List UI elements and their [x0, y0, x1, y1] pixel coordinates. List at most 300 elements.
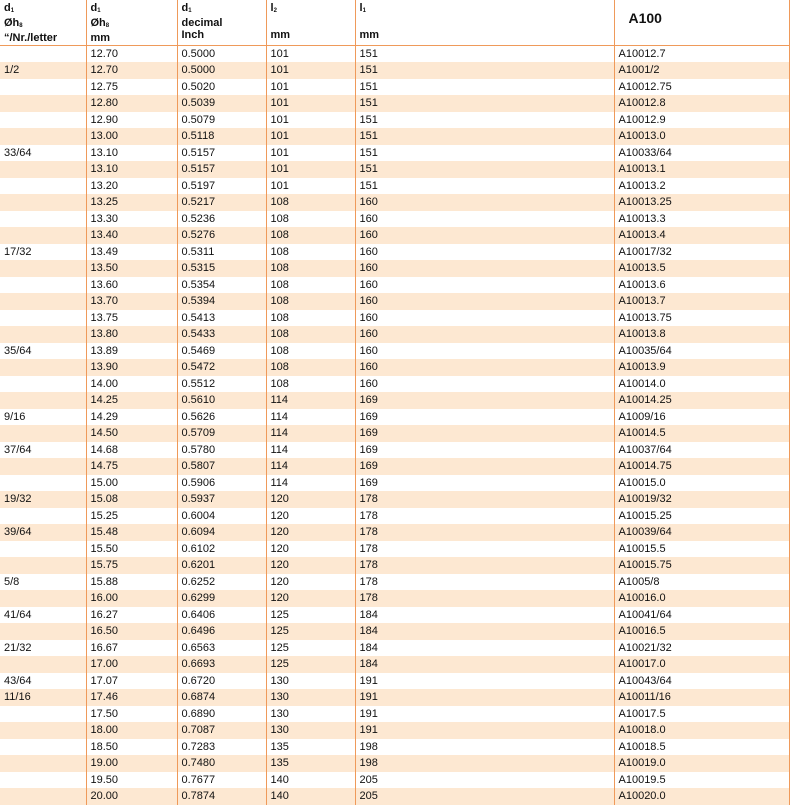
cell-d1-inch: 0.5000 [177, 45, 266, 62]
cell-d1-mm: 17.07 [86, 673, 177, 690]
table-row [0, 590, 790, 607]
cell-d1-mm: 20.00 [86, 788, 177, 805]
cell-fraction: 11/16 [0, 689, 86, 706]
cell-product-code: A10018.5 [614, 739, 790, 756]
cell-d1-inch: 0.7087 [177, 722, 266, 739]
cell-d1-inch: 0.7480 [177, 755, 266, 772]
cell-product-code: A1001/2 [614, 62, 790, 79]
cell-l2: 101 [266, 161, 355, 178]
cell-d1-inch: 0.5039 [177, 95, 266, 112]
cell-l1: 151 [355, 62, 614, 79]
cell-l2: 140 [266, 772, 355, 789]
cell-d1-mm: 19.50 [86, 772, 177, 789]
cell-l1: 169 [355, 425, 614, 442]
cell-l1: 169 [355, 409, 614, 426]
table-row [0, 755, 790, 772]
cell-fraction [0, 458, 86, 475]
cell-fraction: 9/16 [0, 409, 86, 426]
cell-d1-inch: 0.5276 [177, 227, 266, 244]
table-row [0, 277, 790, 294]
cell-l2: 114 [266, 475, 355, 492]
cell-d1-mm: 14.68 [86, 442, 177, 459]
cell-l2: 135 [266, 755, 355, 772]
cell-l2: 120 [266, 574, 355, 591]
table-row [0, 95, 790, 112]
table-row [0, 425, 790, 442]
table-row [0, 623, 790, 640]
cell-d1-inch: 0.5197 [177, 178, 266, 195]
cell-d1-mm: 15.48 [86, 524, 177, 541]
cell-fraction [0, 376, 86, 393]
table-row [0, 128, 790, 145]
cell-product-code: A10021/32 [614, 640, 790, 657]
cell-l1: 178 [355, 491, 614, 508]
cell-l1: 184 [355, 656, 614, 673]
cell-d1-mm: 13.49 [86, 244, 177, 261]
cell-d1-inch: 0.5157 [177, 145, 266, 162]
cell-d1-inch: 0.5937 [177, 491, 266, 508]
cell-l2: 125 [266, 623, 355, 640]
table-body [0, 45, 790, 805]
cell-l1: 198 [355, 739, 614, 756]
table-row [0, 656, 790, 673]
cell-d1-inch: 0.5236 [177, 211, 266, 228]
cell-l2: 114 [266, 392, 355, 409]
cell-l2: 108 [266, 260, 355, 277]
cell-d1-inch: 0.6563 [177, 640, 266, 657]
table-row [0, 178, 790, 195]
cell-fraction [0, 293, 86, 310]
cell-l2: 108 [266, 244, 355, 261]
header-product-code: A100 [614, 0, 790, 45]
cell-l2: 114 [266, 458, 355, 475]
cell-d1-inch: 0.5906 [177, 475, 266, 492]
cell-l2: 120 [266, 508, 355, 525]
cell-fraction: 39/64 [0, 524, 86, 541]
cell-fraction [0, 706, 86, 723]
cell-fraction [0, 277, 86, 294]
cell-l2: 101 [266, 145, 355, 162]
cell-l1: 160 [355, 376, 614, 393]
cell-d1-inch: 0.6890 [177, 706, 266, 723]
cell-d1-inch: 0.5709 [177, 425, 266, 442]
cell-l1: 160 [355, 227, 614, 244]
cell-d1-inch: 0.5354 [177, 277, 266, 294]
table-row [0, 310, 790, 327]
table-row [0, 392, 790, 409]
cell-d1-mm: 17.46 [86, 689, 177, 706]
cell-fraction: 43/64 [0, 673, 86, 690]
cell-fraction [0, 112, 86, 129]
cell-d1-mm: 13.90 [86, 359, 177, 376]
cell-d1-mm: 15.88 [86, 574, 177, 591]
cell-d1-inch: 0.5469 [177, 343, 266, 360]
cell-fraction [0, 260, 86, 277]
cell-d1-mm: 16.00 [86, 590, 177, 607]
cell-d1-inch: 0.5311 [177, 244, 266, 261]
cell-product-code: A10043/64 [614, 673, 790, 690]
table-row [0, 244, 790, 261]
cell-product-code: A10015.75 [614, 557, 790, 574]
cell-l1: 151 [355, 79, 614, 96]
cell-d1-mm: 16.50 [86, 623, 177, 640]
cell-product-code: A10015.5 [614, 541, 790, 558]
cell-d1-inch: 0.5433 [177, 326, 266, 343]
cell-d1-mm: 12.80 [86, 95, 177, 112]
cell-product-code: A10012.75 [614, 79, 790, 96]
cell-product-code: A10012.9 [614, 112, 790, 129]
cell-product-code: A10017.0 [614, 656, 790, 673]
cell-d1-mm: 18.00 [86, 722, 177, 739]
table-row [0, 442, 790, 459]
cell-l2: 108 [266, 194, 355, 211]
cell-d1-mm: 13.60 [86, 277, 177, 294]
table-row [0, 689, 790, 706]
cell-l2: 108 [266, 310, 355, 327]
cell-l2: 120 [266, 491, 355, 508]
table-row [0, 673, 790, 690]
cell-l1: 169 [355, 458, 614, 475]
cell-l2: 101 [266, 128, 355, 145]
cell-l1: 178 [355, 590, 614, 607]
cell-l2: 108 [266, 211, 355, 228]
cell-l1: 169 [355, 392, 614, 409]
table-row [0, 79, 790, 96]
cell-l2: 108 [266, 277, 355, 294]
cell-d1-inch: 0.6406 [177, 607, 266, 624]
table-row [0, 194, 790, 211]
cell-d1-mm: 13.10 [86, 161, 177, 178]
cell-product-code: A10013.9 [614, 359, 790, 376]
table-header-row [0, 0, 790, 45]
cell-d1-mm: 13.50 [86, 260, 177, 277]
cell-d1-mm: 13.10 [86, 145, 177, 162]
cell-fraction [0, 79, 86, 96]
cell-fraction [0, 211, 86, 228]
cell-d1-inch: 0.5217 [177, 194, 266, 211]
cell-l1: 151 [355, 45, 614, 62]
cell-fraction: 33/64 [0, 145, 86, 162]
cell-d1-mm: 13.00 [86, 128, 177, 145]
cell-l2: 130 [266, 706, 355, 723]
table-row [0, 227, 790, 244]
cell-d1-mm: 13.40 [86, 227, 177, 244]
cell-fraction [0, 656, 86, 673]
header-l1-mm: $l_1$ mm [355, 0, 614, 45]
cell-fraction [0, 722, 86, 739]
cell-d1-mm: 13.30 [86, 211, 177, 228]
cell-l2: 125 [266, 607, 355, 624]
cell-l1: 184 [355, 607, 614, 624]
cell-l2: 101 [266, 178, 355, 195]
cell-l1: 178 [355, 557, 614, 574]
header-l2-mm: $l_2$ mm [266, 0, 355, 45]
table-row [0, 772, 790, 789]
cell-l1: 191 [355, 706, 614, 723]
cell-product-code: A10013.2 [614, 178, 790, 195]
cell-d1-mm: 15.75 [86, 557, 177, 574]
cell-l1: 178 [355, 508, 614, 525]
cell-product-code: A10013.75 [614, 310, 790, 327]
cell-d1-mm: 19.00 [86, 755, 177, 772]
cell-l1: 191 [355, 673, 614, 690]
table-row [0, 706, 790, 723]
cell-l1: 160 [355, 260, 614, 277]
table-row [0, 557, 790, 574]
cell-l1: 184 [355, 623, 614, 640]
cell-fraction [0, 161, 86, 178]
cell-d1-mm: 16.27 [86, 607, 177, 624]
table-row [0, 112, 790, 129]
cell-d1-inch: 0.5394 [177, 293, 266, 310]
cell-fraction [0, 623, 86, 640]
cell-l1: 160 [355, 277, 614, 294]
cell-l1: 160 [355, 293, 614, 310]
cell-d1-mm: 14.50 [86, 425, 177, 442]
cell-product-code: A10018.0 [614, 722, 790, 739]
cell-d1-mm: 12.70 [86, 62, 177, 79]
cell-product-code: A10014.0 [614, 376, 790, 393]
cell-d1-inch: 0.6299 [177, 590, 266, 607]
cell-d1-inch: 0.5626 [177, 409, 266, 426]
cell-l2: 101 [266, 95, 355, 112]
cell-fraction: 35/64 [0, 343, 86, 360]
cell-d1-inch: 0.6094 [177, 524, 266, 541]
table-row [0, 45, 790, 62]
table-row [0, 491, 790, 508]
cell-product-code: A10012.7 [614, 45, 790, 62]
cell-d1-inch: 0.6252 [177, 574, 266, 591]
cell-l2: 130 [266, 689, 355, 706]
cell-product-code: A10033/64 [614, 145, 790, 162]
cell-d1-inch: 0.5512 [177, 376, 266, 393]
cell-fraction: 41/64 [0, 607, 86, 624]
cell-product-code: A10012.8 [614, 95, 790, 112]
cell-product-code: A1009/16 [614, 409, 790, 426]
cell-l2: 108 [266, 227, 355, 244]
cell-product-code: A10035/64 [614, 343, 790, 360]
cell-l1: 178 [355, 574, 614, 591]
cell-l1: 160 [355, 326, 614, 343]
cell-product-code: A10013.8 [614, 326, 790, 343]
cell-fraction [0, 557, 86, 574]
cell-product-code: A10019.0 [614, 755, 790, 772]
cell-d1-inch: 0.6201 [177, 557, 266, 574]
cell-d1-mm: 14.00 [86, 376, 177, 393]
table-row [0, 376, 790, 393]
cell-d1-mm: 13.80 [86, 326, 177, 343]
cell-product-code: A10014.5 [614, 425, 790, 442]
cell-l2: 120 [266, 524, 355, 541]
cell-l2: 101 [266, 62, 355, 79]
cell-d1-inch: 0.5000 [177, 62, 266, 79]
cell-d1-mm: 14.25 [86, 392, 177, 409]
table-row [0, 409, 790, 426]
cell-l1: 151 [355, 178, 614, 195]
cell-l1: 205 [355, 772, 614, 789]
cell-d1-mm: 17.50 [86, 706, 177, 723]
cell-d1-inch: 0.7677 [177, 772, 266, 789]
cell-d1-inch: 0.6720 [177, 673, 266, 690]
table-row [0, 145, 790, 162]
cell-fraction: 5/8 [0, 574, 86, 591]
cell-d1-inch: 0.5157 [177, 161, 266, 178]
cell-product-code: A10015.0 [614, 475, 790, 492]
cell-l1: 160 [355, 359, 614, 376]
cell-d1-mm: 12.75 [86, 79, 177, 96]
cell-l2: 125 [266, 640, 355, 657]
cell-l1: 198 [355, 755, 614, 772]
cell-l2: 135 [266, 739, 355, 756]
cell-l1: 151 [355, 161, 614, 178]
header-d1-decimal-inch: $d_1$ decimal Inch [177, 0, 266, 45]
cell-product-code: A10017.5 [614, 706, 790, 723]
cell-l2: 114 [266, 425, 355, 442]
cell-product-code: A10017/32 [614, 244, 790, 261]
table-row [0, 722, 790, 739]
cell-l2: 125 [266, 656, 355, 673]
cell-product-code: A10013.6 [614, 277, 790, 294]
cell-d1-inch: 0.5079 [177, 112, 266, 129]
cell-product-code: A10016.0 [614, 590, 790, 607]
cell-l2: 120 [266, 557, 355, 574]
cell-d1-inch: 0.5020 [177, 79, 266, 96]
cell-l1: 160 [355, 343, 614, 360]
cell-d1-mm: 17.00 [86, 656, 177, 673]
cell-d1-mm: 13.20 [86, 178, 177, 195]
cell-d1-mm: 13.89 [86, 343, 177, 360]
cell-product-code: A10011/16 [614, 689, 790, 706]
cell-fraction [0, 227, 86, 244]
cell-fraction [0, 739, 86, 756]
table-row [0, 541, 790, 558]
cell-product-code: A10013.4 [614, 227, 790, 244]
cell-fraction: 21/32 [0, 640, 86, 657]
cell-fraction [0, 788, 86, 805]
table-row [0, 62, 790, 79]
cell-fraction: 1/2 [0, 62, 86, 79]
cell-d1-mm: 16.67 [86, 640, 177, 657]
cell-fraction [0, 475, 86, 492]
cell-product-code: A10016.5 [614, 623, 790, 640]
cell-fraction [0, 178, 86, 195]
cell-product-code: A10037/64 [614, 442, 790, 459]
cell-l2: 101 [266, 45, 355, 62]
table-row [0, 524, 790, 541]
table-row [0, 788, 790, 805]
cell-fraction [0, 425, 86, 442]
cell-l1: 160 [355, 244, 614, 261]
cell-fraction [0, 541, 86, 558]
cell-l2: 130 [266, 673, 355, 690]
cell-l2: 114 [266, 442, 355, 459]
cell-d1-inch: 0.7874 [177, 788, 266, 805]
cell-product-code: A10013.1 [614, 161, 790, 178]
cell-product-code: A10019/32 [614, 491, 790, 508]
cell-fraction: 17/32 [0, 244, 86, 261]
cell-fraction: 19/32 [0, 491, 86, 508]
cell-product-code: A10013.5 [614, 260, 790, 277]
cell-l2: 114 [266, 409, 355, 426]
cell-fraction [0, 508, 86, 525]
table-row [0, 475, 790, 492]
cell-d1-inch: 0.5780 [177, 442, 266, 459]
cell-d1-mm: 13.75 [86, 310, 177, 327]
cell-d1-inch: 0.6102 [177, 541, 266, 558]
cell-l1: 151 [355, 95, 614, 112]
cell-l1: 184 [355, 640, 614, 657]
cell-l1: 160 [355, 211, 614, 228]
table-row [0, 343, 790, 360]
cell-d1-inch: 0.6874 [177, 689, 266, 706]
cell-l2: 140 [266, 788, 355, 805]
cell-l2: 108 [266, 376, 355, 393]
cell-l1: 151 [355, 128, 614, 145]
cell-d1-inch: 0.5315 [177, 260, 266, 277]
cell-d1-mm: 14.29 [86, 409, 177, 426]
cell-d1-mm: 15.08 [86, 491, 177, 508]
cell-l1: 160 [355, 310, 614, 327]
cell-product-code: A1005/8 [614, 574, 790, 591]
cell-d1-inch: 0.6496 [177, 623, 266, 640]
cell-d1-inch: 0.5118 [177, 128, 266, 145]
cell-d1-mm: 15.00 [86, 475, 177, 492]
cell-d1-inch: 0.5472 [177, 359, 266, 376]
cell-d1-inch: 0.5413 [177, 310, 266, 327]
cell-d1-inch: 0.6693 [177, 656, 266, 673]
cell-product-code: A10014.75 [614, 458, 790, 475]
cell-fraction [0, 326, 86, 343]
cell-d1-inch: 0.5610 [177, 392, 266, 409]
cell-d1-mm: 18.50 [86, 739, 177, 756]
cell-d1-mm: 13.25 [86, 194, 177, 211]
cell-l2: 108 [266, 359, 355, 376]
cell-l2: 108 [266, 343, 355, 360]
header-d1-inch-nr: $d_1$ $Øh_8$ “/Nr./letter [0, 0, 86, 45]
cell-d1-mm: 15.50 [86, 541, 177, 558]
cell-fraction: 37/64 [0, 442, 86, 459]
cell-product-code: A10020.0 [614, 788, 790, 805]
cell-l2: 101 [266, 79, 355, 96]
header-d1-mm: $d_1$ $Øh_8$ mm [86, 0, 177, 45]
cell-l2: 108 [266, 326, 355, 343]
cell-l2: 120 [266, 590, 355, 607]
cell-d1-mm: 15.25 [86, 508, 177, 525]
cell-fraction [0, 590, 86, 607]
table-row [0, 574, 790, 591]
table-row [0, 640, 790, 657]
table-row [0, 260, 790, 277]
cell-d1-inch: 0.7283 [177, 739, 266, 756]
cell-product-code: A10015.25 [614, 508, 790, 525]
cell-product-code: A10039/64 [614, 524, 790, 541]
cell-l2: 130 [266, 722, 355, 739]
table-row [0, 326, 790, 343]
cell-product-code: A10013.0 [614, 128, 790, 145]
table-row [0, 161, 790, 178]
table-row [0, 211, 790, 228]
cell-l1: 169 [355, 475, 614, 492]
table-row [0, 293, 790, 310]
cell-d1-mm: 14.75 [86, 458, 177, 475]
cell-d1-inch: 0.6004 [177, 508, 266, 525]
cell-fraction [0, 772, 86, 789]
cell-l2: 101 [266, 112, 355, 129]
cell-l1: 169 [355, 442, 614, 459]
cell-fraction [0, 45, 86, 62]
cell-product-code: A10013.3 [614, 211, 790, 228]
cell-fraction [0, 194, 86, 211]
